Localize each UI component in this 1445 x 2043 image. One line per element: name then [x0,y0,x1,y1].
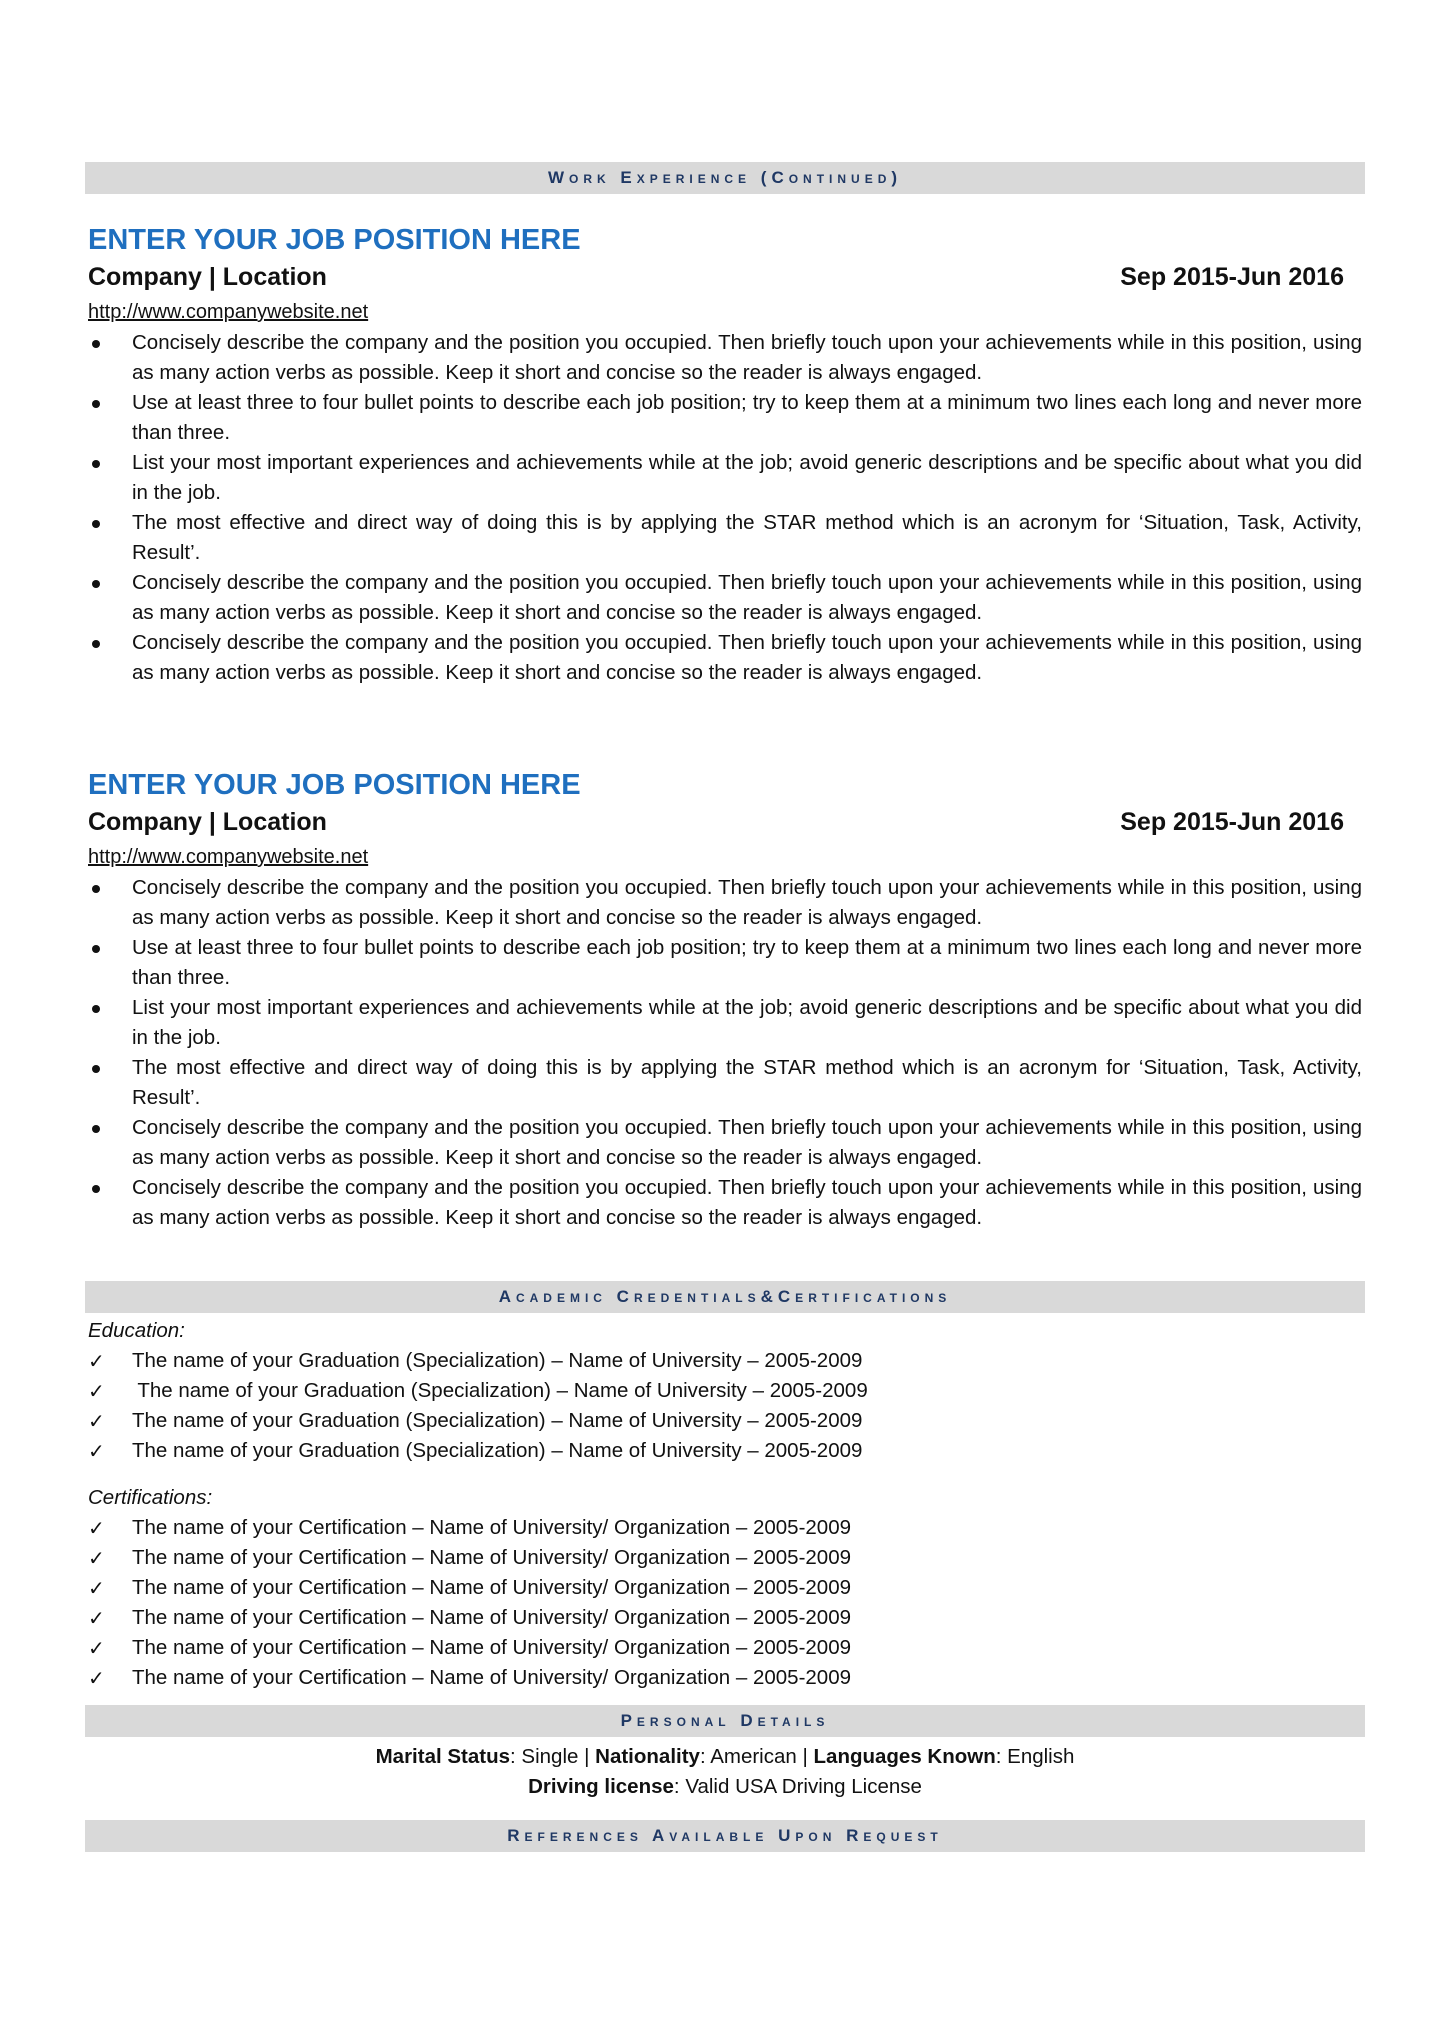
job-bullet: The most effective and direct way of doing this is by applying the STAR method which is an acronym for ‘Situation, Task, Activity, Result’. [88,1053,1366,1113]
checkmark-icon: ✓ [88,1636,105,1660]
nationality-value: American [710,1745,797,1768]
personal-details-heading [85,1705,1365,1737]
job-bullet: Concisely describe the company and the position you occupied. Then briefly touch upon your achievements while in this position, using as many action verbs as possible. Keep it short and concise so the reader is always engaged. [88,873,1366,933]
bullet-dot-icon [92,640,100,648]
bullet-dot-icon [92,1185,100,1193]
checkmark-icon: ✓ [88,1576,105,1600]
languages-value: English [1007,1745,1075,1768]
languages-label: Languages Known [813,1745,996,1768]
checkmark-icon: ✓ [88,1439,105,1463]
job-bullet: Concisely describe the company and the position you occupied. Then briefly touch upon your achievements while in this position, using as many action verbs as possible. Keep it short and concise so the reader is always engaged. [88,628,1366,688]
job-bullet: List your most important experiences and achievements while at the job; avoid generic descriptions and be specific about what you did in the job. [88,448,1366,508]
company-website-link[interactable]: http://www.companywebsite.net [88,301,369,323]
section-heading-text: Academic Credentials&Certifications [498,1287,952,1306]
checkmark-icon: ✓ [88,1379,105,1403]
job-bullet: Concisely describe the company and the position you occupied. Then briefly touch upon your achievements while in this position, using as many action verbs as possible. Keep it short and concise so the reader is always engaged. [88,568,1366,628]
job-meta [88,803,1366,843]
certifications-label: Certifications: [88,1486,213,1509]
personal-details-line-2: Driving license: Valid USA Driving License [528,1775,922,1798]
job-bullet-list [88,873,1366,1233]
checkmark-icon: ✓ [88,1349,105,1373]
academic-credentials-heading [85,1281,1365,1313]
education-item: ✓ The name of your Graduation (Specialization) – Name of University – 2005-2009 [88,1436,1366,1466]
job-meta [88,258,1366,298]
job-bullet: List your most important experiences and achievements while at the job; avoid generic descriptions and be specific about what you did in the job. [88,993,1366,1053]
bullet-dot-icon [92,580,100,588]
nationality-label: Nationality [595,1745,700,1768]
checkmark-icon: ✓ [88,1606,105,1630]
education-item: ✓ The name of your Graduation (Specialization) – Name of University – 2005-2009 [88,1376,1366,1406]
checkmark-icon: ✓ [88,1666,105,1690]
education-list [88,1346,1366,1466]
job-bullet: The most effective and direct way of doing this is by applying the STAR method which is an acronym for ‘Situation, Task, Activity, Result’. [88,508,1366,568]
job-bullet: Concisely describe the company and the position you occupied. Then briefly touch upon your achievements while in this position, using as many action verbs as possible. Keep it short and concise so the reader is always engaged. [88,1113,1366,1173]
bullet-dot-icon [92,1065,100,1073]
job-entry-1 [88,222,1366,688]
bullet-dot-icon [92,885,100,893]
company-location: Company | Location [88,263,327,291]
bullet-dot-icon [92,1005,100,1013]
certification-item: ✓ The name of your Certification – Name of University/ Organization – 2005-2009 [88,1513,1366,1543]
job-bullet-list [88,328,1366,688]
checkmark-icon: ✓ [88,1409,105,1433]
section-heading-text: References Available Upon Request [507,1826,943,1845]
personal-details-line-1: Marital Status: Single | Nationality: American | Languages Known: English [375,1745,1075,1768]
job-title: ENTER YOUR JOB POSITION HERE [88,224,581,256]
certification-item: ✓ The name of your Certification – Name of University/ Organization – 2005-2009 [88,1663,1366,1693]
education-section [88,1316,1366,1466]
bullet-dot-icon [92,400,100,408]
bullet-dot-icon [92,340,100,348]
bullet-dot-icon [92,945,100,953]
certifications-section [88,1483,1366,1693]
job-bullet: Concisely describe the company and the position you occupied. Then briefly touch upon your achievements while in this position, using as many action verbs as possible. Keep it short and concise so the reader is always engaged. [88,328,1366,388]
checkmark-icon: ✓ [88,1546,105,1570]
job-dates: Sep 2015-Jun 2016 [1120,808,1344,836]
section-heading-text: Personal Details [620,1711,830,1730]
job-bullet: Use at least three to four bullet points to describe each job position; try to keep them at a minimum two lines each long and never more than three. [88,388,1366,448]
job-bullet: Concisely describe the company and the position you occupied. Then briefly touch upon your achievements while in this position, using as many action verbs as possible. Keep it short and concise so the reader is always engaged. [88,1173,1366,1233]
personal-details [85,1742,1365,1802]
job-entry-2 [88,767,1366,1233]
company-website-link[interactable]: http://www.companywebsite.net [88,846,369,868]
education-item: ✓ The name of your Graduation (Specialization) – Name of University – 2005-2009 [88,1346,1366,1376]
job-bullet: Use at least three to four bullet points to describe each job position; try to keep them at a minimum two lines each long and never more than three. [88,933,1366,993]
checkmark-icon: ✓ [88,1516,105,1540]
references-heading [85,1820,1365,1852]
driving-license-label: Driving license [528,1775,674,1798]
company-location: Company | Location [88,808,327,836]
certifications-list [88,1513,1366,1693]
certification-item: ✓ The name of your Certification – Name of University/ Organization – 2005-2009 [88,1603,1366,1633]
marital-status-label: Marital Status [375,1745,511,1768]
certification-item: ✓ The name of your Certification – Name of University/ Organization – 2005-2009 [88,1543,1366,1573]
bullet-dot-icon [92,460,100,468]
education-label: Education: [88,1319,185,1342]
job-dates: Sep 2015-Jun 2016 [1120,263,1344,291]
bullet-dot-icon [92,520,100,528]
section-heading-text: Work Experience (Continued) [547,168,903,187]
work-experience-continued-heading [85,162,1365,194]
certification-item: ✓ The name of your Certification – Name of University/ Organization – 2005-2009 [88,1573,1366,1603]
bullet-dot-icon [92,1125,100,1133]
marital-status-value: Single [521,1745,579,1768]
driving-license-value: Valid USA Driving License [685,1775,922,1798]
job-title: ENTER YOUR JOB POSITION HERE [88,769,581,801]
certification-item: ✓ The name of your Certification – Name of University/ Organization – 2005-2009 [88,1633,1366,1663]
education-item: ✓ The name of your Graduation (Specialization) – Name of University – 2005-2009 [88,1406,1366,1436]
